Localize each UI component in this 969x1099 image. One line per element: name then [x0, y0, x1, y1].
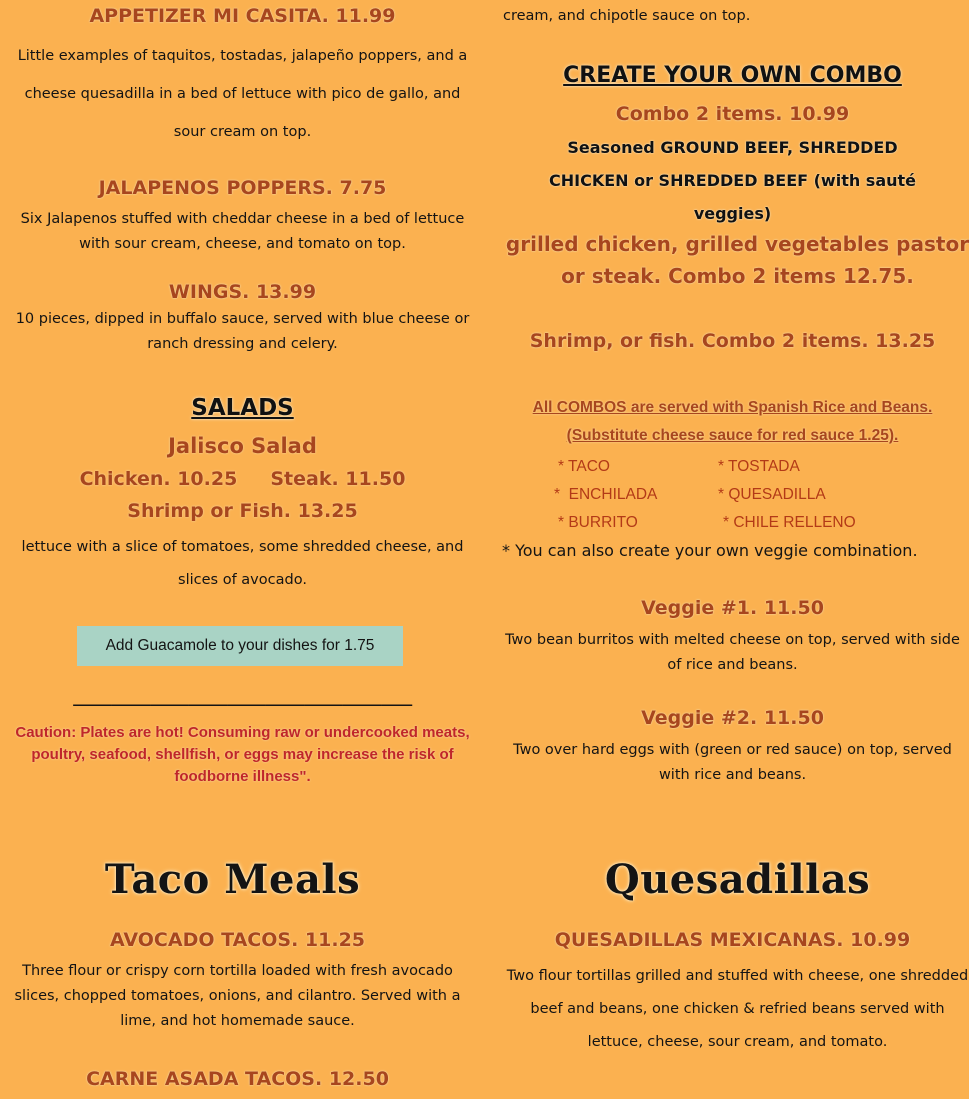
quesadillas-heading: Quesadillas: [604, 856, 871, 903]
salad-desc: lettuce with a slice of tomatoes, some shredded cheese, and slices of avocado.: [21, 539, 464, 588]
wings-desc: 10 pieces, dipped in buffalo sauce, served with blue cheese or ranch dressing and celery.: [15, 311, 470, 352]
option-quesadilla: * QUESADILLA: [718, 486, 826, 503]
option-enchilada: * ENCHILADA: [554, 486, 658, 503]
appetizer-desc: Little examples of taquitos, tostadas, jalapeño poppers, and a cheese quesadilla in a bed of lettuce with pico de gallo, and sour cream on top.: [17, 48, 468, 140]
appetizer-title: APPETIZER MI CASITA. 11.99: [89, 5, 396, 27]
salads-heading: SALADS: [191, 395, 294, 421]
combo-2-items: Combo 2 items. 10.99: [615, 103, 850, 125]
quesadillas-mexicanas-desc: Two flour tortillas grilled and stuffed with cheese, one shredded beef and beans, one chicken & refried beans served with lettuce, cheese, sour cream, and tomato.: [506, 968, 969, 1050]
wings-title: WINGS. 13.99: [168, 281, 317, 303]
combo-meats: Seasoned GROUND BEEF, SHREDDED CHICKEN or SHREDDED BEEF (with sauté veggies): [548, 138, 917, 223]
prev-item-fragment: cream, and chipotle sauce on top.: [503, 8, 751, 24]
option-taco: * TACO: [558, 458, 610, 475]
caution-notice: Caution: Plates are hot! Consuming raw or undercooked meats, poultry, seafood, shellfish, or eggs may increase the risk of foodborne illness".: [15, 724, 470, 785]
avocado-tacos-title: AVOCADO TACOS. 11.25: [109, 929, 366, 951]
salad-prices-1: Chicken. 10.25 Steak. 11.50: [79, 468, 406, 490]
combo-grilled: grilled chicken, grilled vegetables pastor or steak. Combo 2 items 12.75.: [505, 232, 969, 288]
quesadillas-mexicanas-title: QUESADILLAS MEXICANAS. 10.99: [554, 929, 911, 951]
option-burrito: * BURRITO: [558, 514, 638, 531]
veggie-1-desc: Two bean burritos with melted cheese on top, served with side of rice and beans.: [505, 632, 960, 673]
guacamole-addon: Add Guacamole to your dishes for 1.75: [77, 626, 403, 666]
combo-note-substitute: (Substitute cheese sauce for red sauce 1.25).: [566, 427, 899, 444]
salad-prices-2: Shrimp or Fish. 13.25: [127, 500, 358, 522]
veggie-1-title: Veggie #1. 11.50: [641, 597, 824, 619]
option-chile-relleno: * CHILE RELLENO: [723, 514, 856, 531]
combo-note-rice-beans: All COMBOS are served with Spanish Rice and Beans.: [532, 399, 933, 416]
carne-asada-title: CARNE ASADA TACOS. 12.50: [86, 1068, 389, 1090]
option-tostada: * TOSTADA: [718, 458, 800, 475]
combo-shrimp: Shrimp, or fish. Combo 2 items. 13.25: [529, 330, 936, 352]
combo-heading: CREATE YOUR OWN COMBO: [563, 63, 902, 88]
jalapenos-desc: Six Jalapenos stuffed with cheddar cheese in a bed of lettuce with sour cream, cheese, and tomato on top.: [20, 211, 465, 252]
jalapenos-title: JALAPENOS POPPERS. 7.75: [98, 177, 387, 199]
divider-line: ____________________________________________: [73, 687, 412, 706]
veggie-combo-note: * You can also create your own veggie combination.: [502, 541, 918, 560]
veggie-2-desc: Two over hard eggs with (green or red sauce) on top, served with rice and beans.: [513, 742, 952, 783]
taco-meals-heading: Taco Meals: [104, 856, 361, 903]
veggie-2-title: Veggie #2. 11.50: [641, 707, 824, 729]
salad-name: Jalisco Salad: [168, 434, 317, 458]
avocado-tacos-desc: Three flour or crispy corn tortilla loaded with fresh avocado slices, chopped tomatoes, onions, and cilantro. Served with a lime, and hot homemade sauce.: [14, 963, 461, 1029]
